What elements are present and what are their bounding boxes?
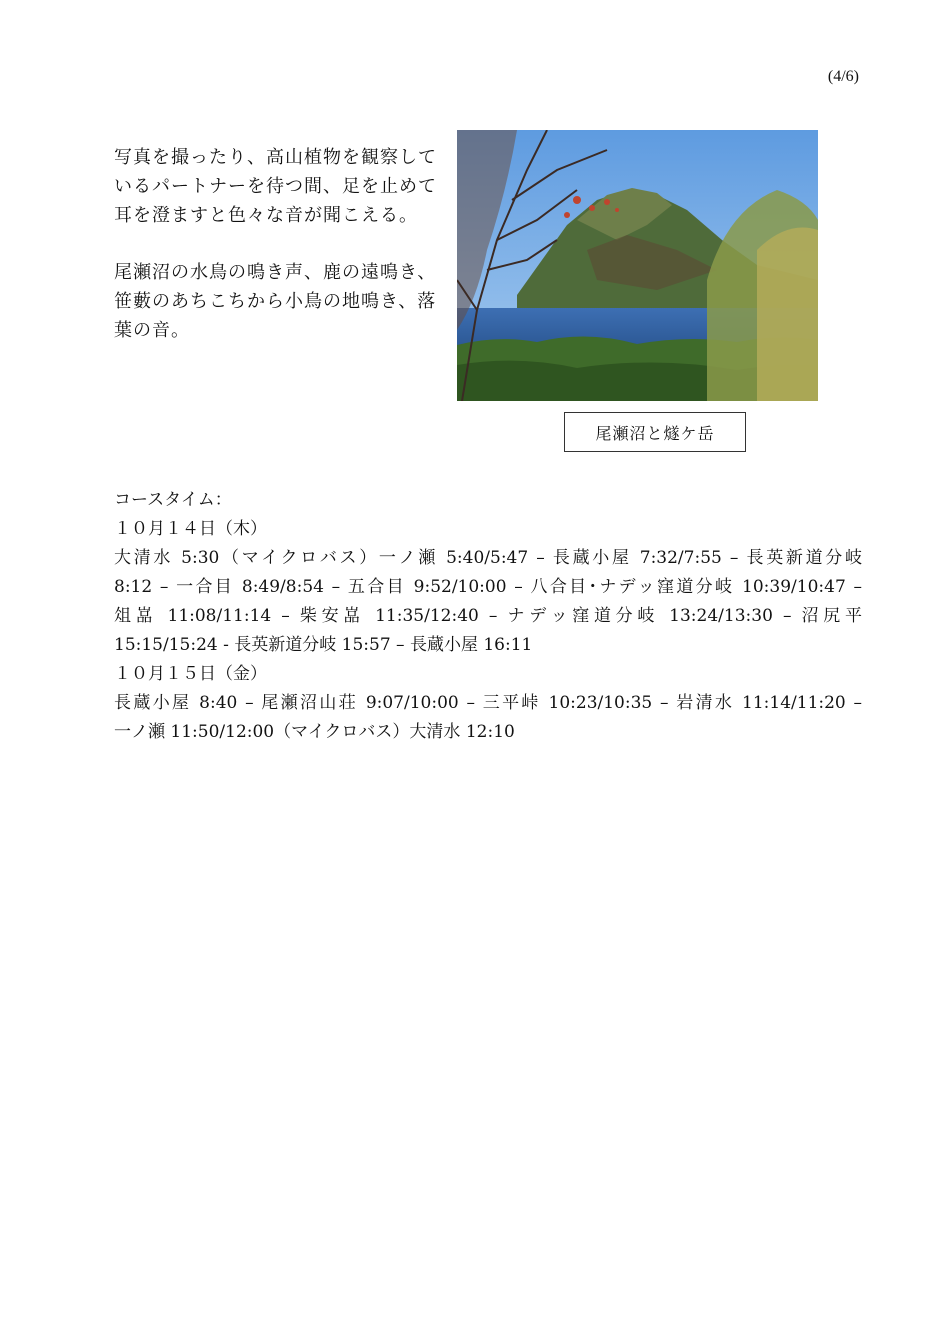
course-heading: コースタイム： xyxy=(114,490,232,510)
day1-line: 大清水 5:30（マイクロバス）一ノ瀬 5:40/5:47 – 長蔵小屋 7:32/7:55 – 長英新道分岐 xyxy=(114,548,862,568)
day1-line: 俎嵓 11:08/11:14 – 柴安嵓 11:35/12:40 – ナデッ窪道分岐 13:24/13:30 – 沼尻平 xyxy=(114,606,862,626)
lake-mountain-photo xyxy=(457,130,818,401)
day1-line: 15:15/15:24 - 長英新道分岐 15:57 – 長蔵小屋 16:11 xyxy=(114,635,533,655)
day1-date: １０月１４日（木） xyxy=(114,519,267,539)
day2-line: 長蔵小屋 8:40 – 尾瀬沼山荘 9:07/10:00 – 三平峠 10:23/10:35 – 岩清水 11:14/11:20 – xyxy=(114,693,862,713)
intro-paragraph-1: 写真を撮ったり、高山植物を観察しているパートナーを待つ間、足を止めて耳を澄ますと色々な音が聞こえる。 xyxy=(114,147,437,226)
intro-paragraph-2: 尾瀬沼の水鳥の鳴き声、鹿の遠鳴き、笹藪のあちこちから小鳥の地鳴き、落葉の音。 xyxy=(114,262,437,341)
page-number: (4/6) xyxy=(827,68,859,85)
course-time-section xyxy=(114,486,862,747)
day2-line: 一ノ瀬 11:50/12:00（マイクロバス）大清水 12:10 xyxy=(114,722,515,742)
photo-caption: 尾瀬沼と燧ケ岳 xyxy=(564,412,746,452)
photo-illustration xyxy=(457,130,818,401)
day2-date: １０月１５日（金） xyxy=(114,664,267,684)
day1-line: 8:12 – 一合目 8:49/8:54 – 五合目 9:52/10:00 – 八合目･ナデッ窪道分岐 10:39/10:47 – xyxy=(114,577,862,597)
intro-text xyxy=(114,143,449,373)
